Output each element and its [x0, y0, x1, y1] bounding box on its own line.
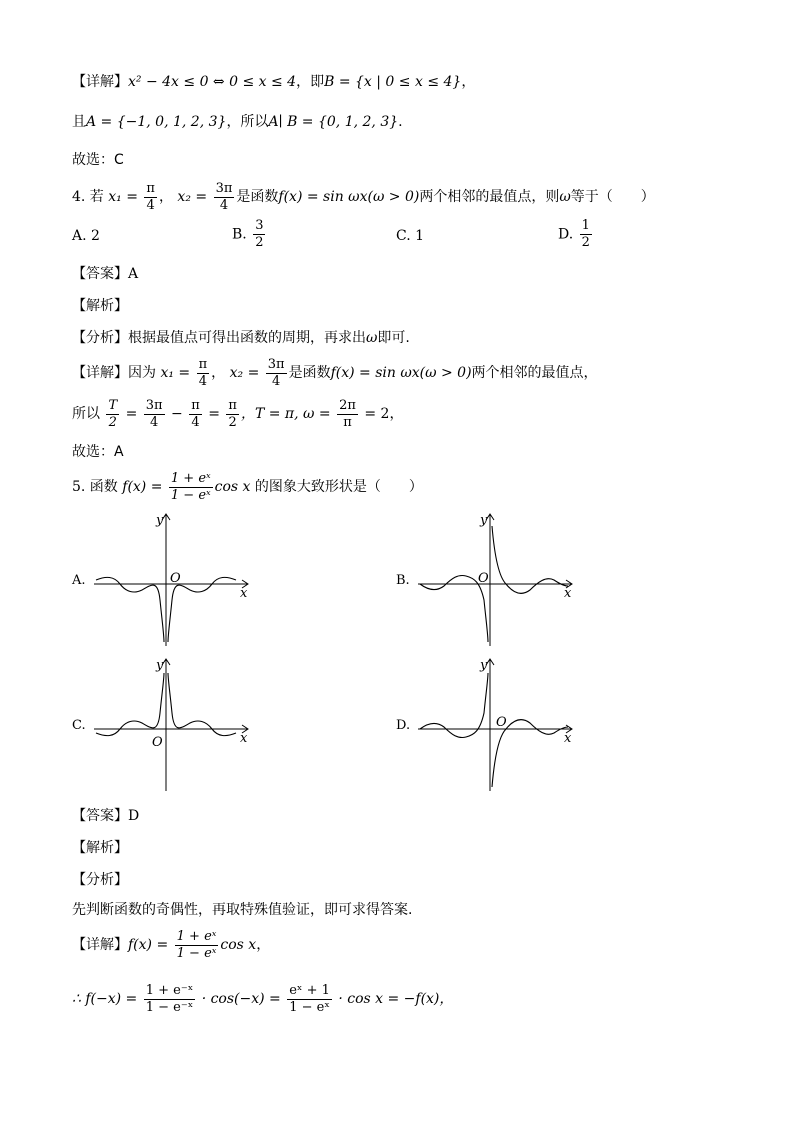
option-label: D.: [558, 226, 574, 243]
set-b: B = {x | 0 ≤ x ≤ 4}: [324, 74, 462, 90]
question-5: [72, 470, 423, 504]
option-d: [558, 218, 594, 251]
detail-4: [72, 356, 598, 390]
q-number: 5. 函数: [72, 479, 118, 495]
numerator: 2π: [339, 397, 356, 413]
denominator: 1 − eˣ: [289, 999, 330, 1015]
text: ，所以: [226, 114, 269, 130]
detail-tag: 【详解】: [72, 365, 128, 381]
denominator: π: [343, 414, 352, 430]
text: ，: [211, 365, 226, 381]
x1: x₁ =: [160, 365, 191, 381]
equals: =: [125, 406, 138, 422]
graph-a: [90, 510, 260, 650]
denominator: 4: [191, 414, 200, 430]
denominator: 2: [581, 235, 590, 250]
text: 是函数: [288, 365, 331, 381]
origin-label: O: [478, 571, 489, 586]
y-label: y: [480, 513, 488, 528]
fraction: [169, 471, 213, 504]
graph-b: [414, 510, 584, 650]
q-number: 4. 若: [72, 189, 104, 205]
so-line: [72, 396, 403, 432]
curve-left: [420, 673, 488, 738]
curve-right: [168, 577, 236, 642]
denominator: 2: [228, 414, 237, 430]
x2: x₂ =: [229, 365, 260, 381]
analysis-text-5: 先判断函数的奇偶性，再取特殊值验证，即可求得答案.: [72, 902, 413, 918]
numerator: 3π: [215, 180, 233, 196]
y-label: y: [480, 658, 488, 673]
text: 且: [72, 114, 86, 130]
graph-label-a: A.: [72, 573, 86, 588]
curve-left: [96, 673, 164, 736]
fraction: [144, 398, 165, 431]
denominator: 2: [108, 414, 117, 430]
fraction: [253, 218, 265, 251]
graph-label-c: C.: [72, 718, 86, 733]
origin-label: O: [170, 571, 181, 586]
numerator: π: [228, 397, 237, 413]
text: · cos x = −f(x)，: [338, 991, 454, 1007]
fraction: [175, 929, 219, 962]
text: .: [398, 114, 403, 130]
omega: ω: [366, 330, 378, 346]
function: f(x) =: [122, 479, 163, 495]
x-label: x: [240, 731, 248, 746]
analysis-detail-4: [72, 328, 410, 348]
text: ，: [461, 74, 476, 90]
text: 等于（ ）: [570, 189, 655, 205]
option-label: B.: [232, 226, 247, 243]
x-label: x: [564, 586, 572, 601]
fraction: [266, 357, 287, 390]
option-b: [232, 218, 267, 251]
fraction: [189, 398, 202, 431]
fraction: [214, 181, 235, 214]
denominator: 2: [255, 235, 264, 250]
origin-label: O: [496, 715, 507, 730]
fraction: [226, 398, 239, 431]
option-a: A. 2: [72, 228, 100, 244]
fraction: [144, 181, 157, 214]
detail-line-1: [72, 72, 475, 92]
x-label: x: [564, 731, 572, 746]
analysis-5: 【解析】: [72, 840, 128, 856]
numerator: 3π: [267, 356, 285, 372]
numerator: 3π: [145, 397, 163, 413]
text: = 2，: [364, 406, 404, 422]
fraction: [197, 357, 210, 390]
graph-d: [414, 655, 584, 795]
numerator: 1 + eˣ: [170, 470, 211, 486]
x2: x₂ =: [177, 189, 208, 205]
y-label: y: [156, 513, 164, 528]
curve-right: [492, 526, 568, 593]
denominator: 1 − e⁻ˣ: [145, 999, 194, 1015]
text: 两个相邻的最值点，则: [419, 189, 560, 205]
numerator: 1: [581, 218, 590, 233]
fraction: [580, 218, 592, 251]
graph-label-b: B.: [396, 573, 410, 588]
text: 即可.: [377, 330, 410, 346]
curve-left: [96, 577, 164, 642]
y-label: y: [156, 658, 164, 673]
numerator: 3: [255, 218, 264, 233]
cos: cos x: [214, 479, 251, 495]
curve-right: [168, 673, 236, 736]
analysis-tag: 【分析】: [72, 330, 128, 346]
analysis-4: 【解析】: [72, 298, 128, 314]
denominator: 4: [219, 197, 229, 213]
text: ，即: [296, 74, 325, 90]
x1: x₁ =: [108, 189, 138, 205]
numerator: π: [146, 180, 155, 196]
fraction: [106, 398, 119, 431]
denominator: 1 − eˣ: [176, 945, 217, 961]
answer-5: [72, 806, 139, 826]
denominator: 1 − eˣ: [170, 487, 211, 503]
denominator: 4: [272, 373, 281, 389]
answer-value: A: [128, 266, 139, 282]
function: f(x) = sin ωx(ω > 0): [278, 189, 420, 205]
answer-tag: 【答案】: [72, 808, 128, 824]
text: 两个相邻的最值点，: [471, 365, 598, 381]
fraction: [144, 983, 196, 1016]
text: 所以: [72, 406, 100, 422]
lhs: ∴ f(−x) =: [72, 991, 138, 1007]
detail-tag: 【详解】: [72, 937, 128, 953]
inequality: x² − 4x ≤ 0 ⇔ 0 ≤ x ≤ 4: [128, 74, 297, 90]
origin-label: O: [152, 735, 163, 750]
fraction: [337, 398, 358, 431]
question-4: [72, 180, 655, 214]
denominator: 4: [150, 414, 159, 430]
choice-line: 故选：C: [72, 152, 124, 168]
text: 因为: [128, 365, 156, 381]
text: 根据最值点可得出函数的周期，再求出: [128, 330, 366, 346]
text: ，: [256, 937, 271, 953]
denominator: 4: [146, 197, 155, 213]
function: f(x) =: [128, 937, 169, 953]
function: f(x) = sin ωx(ω > 0): [330, 365, 472, 381]
set-a: A = {−1, 0, 1, 2, 3}: [86, 114, 227, 130]
detail-tag: 【详解】: [72, 74, 128, 90]
numerator: T: [108, 397, 118, 413]
intersection: A∣ B = {0, 1, 2, 3}: [268, 114, 399, 130]
analysis-tag-5: 【分析】: [72, 872, 128, 888]
text: ，T = π, ω =: [240, 406, 331, 422]
detail-line-2: [72, 112, 403, 132]
choice-line-4: 故选：A: [72, 444, 124, 460]
omega: ω: [559, 189, 571, 205]
answer-value: D: [128, 808, 140, 824]
detail-5: [72, 928, 270, 962]
cos: cos x: [220, 937, 257, 953]
text: 的图象大致形状是（ ）: [254, 479, 423, 495]
text: ，: [158, 189, 173, 205]
numerator: 1 + e⁻ˣ: [145, 982, 194, 998]
text: 是函数: [236, 189, 279, 205]
numerator: π: [198, 356, 208, 372]
answer-4: [72, 264, 138, 284]
numerator: eˣ + 1: [289, 982, 330, 998]
x-label: x: [240, 586, 248, 601]
equals: =: [208, 406, 220, 422]
text: · cos(−x) =: [201, 991, 281, 1007]
final-line: [72, 980, 453, 1018]
fraction: [287, 983, 332, 1016]
answer-tag: 【答案】: [72, 266, 128, 282]
graph-c: [90, 655, 260, 795]
minus: −: [171, 406, 183, 422]
option-c: C. 1: [396, 228, 425, 244]
graph-label-d: D.: [396, 718, 411, 733]
numerator: 1 + eˣ: [176, 928, 217, 944]
numerator: π: [191, 397, 200, 413]
denominator: 4: [198, 373, 208, 389]
